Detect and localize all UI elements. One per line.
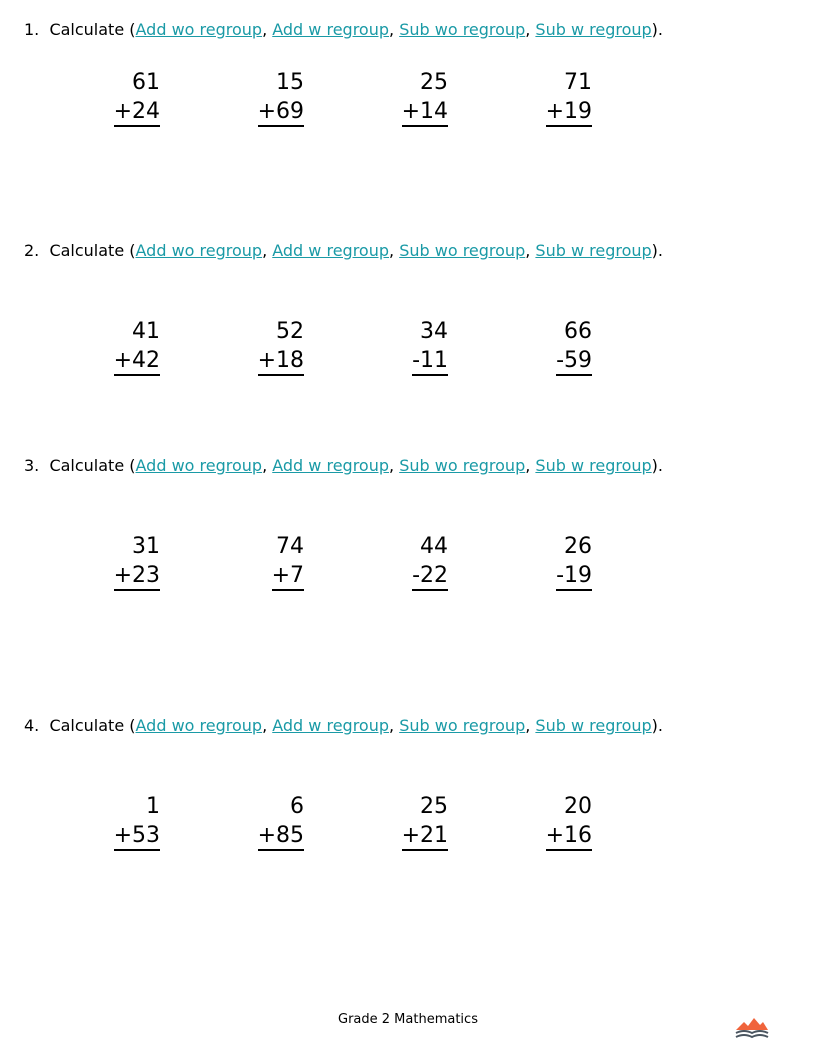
problem-bottom-number: +14: [402, 100, 448, 127]
problem-4: [522, 68, 592, 127]
link-sub-wo-regroup[interactable]: Sub wo regroup: [399, 20, 526, 39]
problem-top-number: 31: [132, 534, 160, 559]
link-sub-w-regroup[interactable]: Sub w regroup: [535, 20, 652, 39]
question-number: 1.: [24, 20, 40, 39]
question-number: 4.: [24, 716, 40, 735]
problem-top-number: 71: [564, 70, 592, 95]
question-2: [24, 241, 804, 401]
question-1: [24, 20, 804, 180]
problem-top-number: 34: [420, 319, 448, 344]
link-sub-wo-regroup[interactable]: Sub wo regroup: [399, 241, 526, 260]
problem-bottom-number: +21: [402, 824, 448, 851]
question-3: [24, 456, 804, 616]
link-sub-w-regroup[interactable]: Sub w regroup: [535, 716, 652, 735]
problem-bottom-number: +53: [114, 824, 160, 851]
problem-bottom-number: +19: [546, 100, 592, 127]
problem-top-number: 26: [564, 534, 592, 559]
question-number: 3.: [24, 456, 40, 475]
link-add-w-regroup[interactable]: Add w regroup: [272, 716, 390, 735]
question-header: 2. Calculate (Add wo regroup, Add w regroup, Sub wo regroup, Sub w regroup).: [24, 241, 663, 260]
link-add-w-regroup[interactable]: Add w regroup: [272, 241, 390, 260]
question-header: 1. Calculate (Add wo regroup, Add w regroup, Sub wo regroup, Sub w regroup).: [24, 20, 663, 39]
problem-top-number: 74: [276, 534, 304, 559]
question-4: [24, 716, 804, 876]
problem-top-number: 25: [420, 70, 448, 95]
problem-bottom-number: +16: [546, 824, 592, 851]
problem-bottom-number: +42: [114, 349, 160, 376]
problem-bottom-number: +24: [114, 100, 160, 127]
problem-bottom-number: -19: [556, 564, 592, 591]
problem-bottom-number: -22: [412, 564, 448, 591]
link-add-w-regroup[interactable]: Add w regroup: [272, 456, 390, 475]
problem-bottom-number: +69: [258, 100, 304, 127]
question-label: Calculate: [49, 241, 125, 260]
problem-top-number: 52: [276, 319, 304, 344]
link-sub-wo-regroup[interactable]: Sub wo regroup: [399, 456, 526, 475]
problem-top-number: 6: [290, 794, 304, 819]
problem-bottom-number: +7: [272, 564, 304, 591]
problem-top-number: 25: [420, 794, 448, 819]
problem-top-number: 41: [132, 319, 160, 344]
question-label: Calculate: [49, 716, 125, 735]
problem-1: [90, 532, 160, 591]
link-add-wo-regroup[interactable]: Add wo regroup: [135, 20, 263, 39]
problem-3: [378, 317, 448, 376]
link-sub-wo-regroup[interactable]: Sub wo regroup: [399, 716, 526, 735]
problem-4: [522, 532, 592, 591]
problem-top-number: 1: [146, 794, 160, 819]
question-number: 2.: [24, 241, 40, 260]
problem-top-number: 61: [132, 70, 160, 95]
link-sub-w-regroup[interactable]: Sub w regroup: [535, 241, 652, 260]
link-add-w-regroup[interactable]: Add w regroup: [272, 20, 390, 39]
problem-4: [522, 792, 592, 851]
mountain-book-logo-icon: [734, 1014, 770, 1040]
problem-top-number: 44: [420, 534, 448, 559]
problem-top-number: 20: [564, 794, 592, 819]
problem-2: [234, 792, 304, 851]
problem-3: [378, 532, 448, 591]
link-add-wo-regroup[interactable]: Add wo regroup: [135, 456, 263, 475]
link-add-wo-regroup[interactable]: Add wo regroup: [135, 241, 263, 260]
footer-text: Grade 2 Mathematics: [338, 1012, 478, 1027]
question-label: Calculate: [49, 456, 125, 475]
problem-4: [522, 317, 592, 376]
problem-1: [90, 317, 160, 376]
question-header: 4. Calculate (Add wo regroup, Add w regroup, Sub wo regroup, Sub w regroup).: [24, 716, 663, 735]
question-header: 3. Calculate (Add wo regroup, Add w regroup, Sub wo regroup, Sub w regroup).: [24, 456, 663, 475]
problem-bottom-number: +23: [114, 564, 160, 591]
question-label: Calculate: [49, 20, 125, 39]
problem-bottom-number: +18: [258, 349, 304, 376]
link-add-wo-regroup[interactable]: Add wo regroup: [135, 716, 263, 735]
problem-3: [378, 68, 448, 127]
problem-2: [234, 532, 304, 591]
problem-2: [234, 317, 304, 376]
problem-2: [234, 68, 304, 127]
problem-1: [90, 792, 160, 851]
link-sub-w-regroup[interactable]: Sub w regroup: [535, 456, 652, 475]
problem-top-number: 66: [564, 319, 592, 344]
problem-bottom-number: -59: [556, 349, 592, 376]
problem-3: [378, 792, 448, 851]
problem-1: [90, 68, 160, 127]
problem-bottom-number: -11: [412, 349, 448, 376]
problem-top-number: 15: [276, 70, 304, 95]
problem-bottom-number: +85: [258, 824, 304, 851]
